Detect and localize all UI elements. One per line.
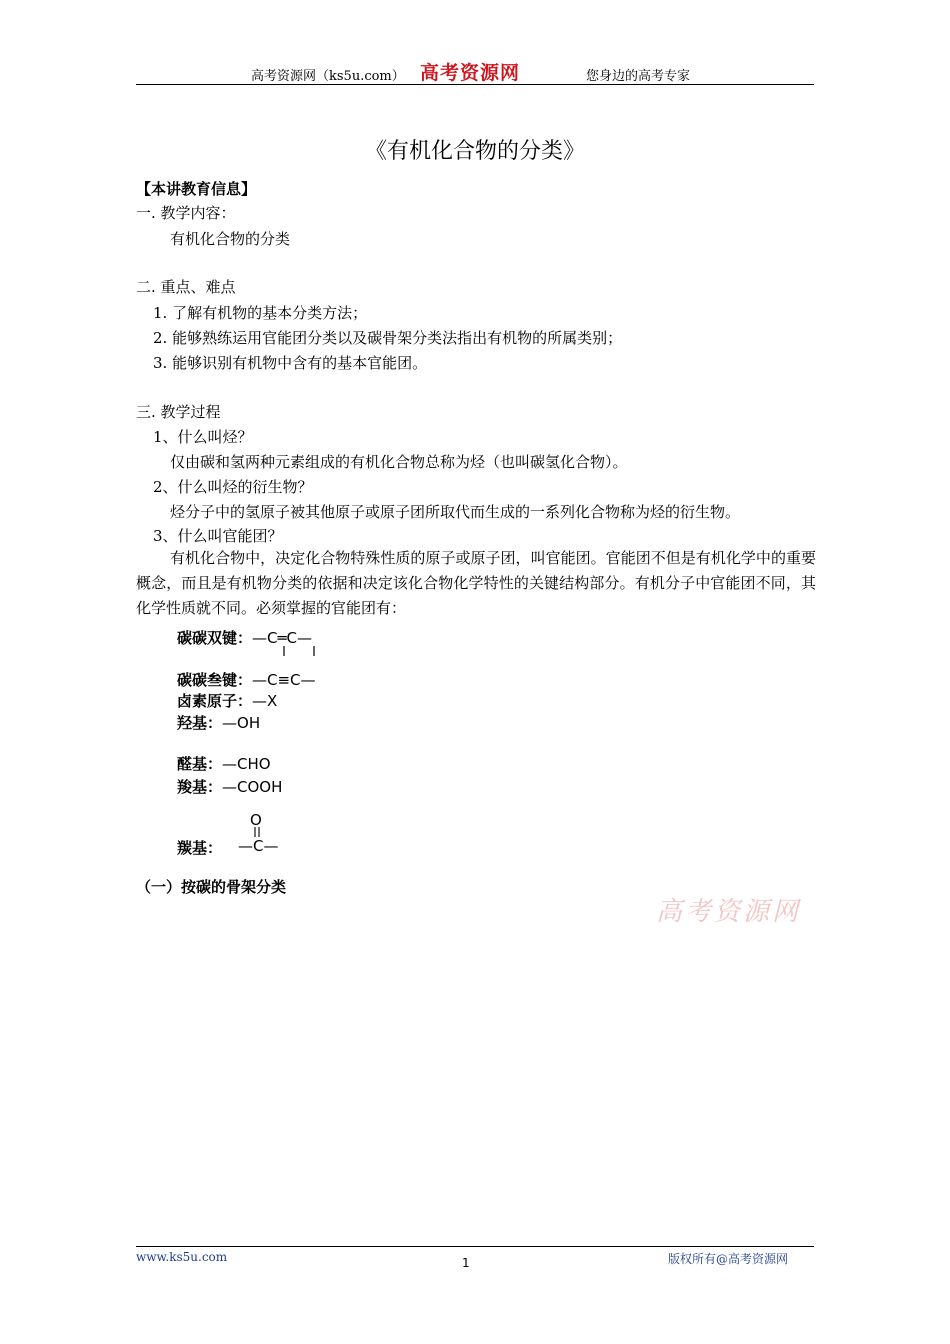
group-formula: —C═C— xyxy=(252,629,312,647)
group-carbonyl-formula: —C— xyxy=(238,837,279,855)
group-formula: —COOH xyxy=(222,778,283,796)
answer-2: 烃分子中的氢原子被其他原子或原子团所取代而生成的一系列化合物称为烃的衍生物。 xyxy=(170,503,741,521)
watermark: 高考资源网 xyxy=(656,897,802,927)
question-1: 1、什么叫烃？ xyxy=(153,428,253,446)
carbonyl-oxygen: O xyxy=(250,811,262,829)
header-rule xyxy=(136,84,814,85)
question-2: 2、什么叫烃的衍生物？ xyxy=(153,478,313,496)
question-3: 3、什么叫官能团？ xyxy=(153,527,283,545)
double-bond-substituent-lines xyxy=(280,646,320,658)
footer-website-link[interactable]: www.ks5u.com xyxy=(136,1250,228,1264)
group-carbonyl-label: 羰基： xyxy=(177,839,223,857)
group-label: 碳碳叁键： xyxy=(177,671,253,689)
sub-heading: （一）按碳的骨架分类 xyxy=(136,878,287,896)
group-label: 羟基： xyxy=(177,714,223,732)
header-site-name: 高考资源网（ks5u.com） xyxy=(251,69,405,84)
page-title: 《有机化合物的分类》 xyxy=(364,139,585,164)
page-number: 1 xyxy=(462,1256,470,1270)
group-formula: —X xyxy=(252,692,278,710)
section-2-item: 3. 能够识别有机物中含有的基本官能团。 xyxy=(153,354,428,372)
group-label: 碳碳双键： xyxy=(177,629,253,647)
group-formula: —CHO xyxy=(222,755,271,773)
group-aldehyde xyxy=(177,753,271,774)
answer-1: 仅由碳和氢两种元素组成的有机化合物总称为烃（也叫碳氢化合物）。 xyxy=(170,453,628,471)
section-2-heading: 二. 重点、难点 xyxy=(136,278,236,296)
section-3-heading: 三. 教学过程 xyxy=(136,403,221,421)
group-label: 醛基： xyxy=(177,755,223,773)
group-formula: —C≡C— xyxy=(252,671,316,689)
footer-rule xyxy=(136,1246,814,1247)
footer-copyright: 版权所有@高考资源网 xyxy=(668,1252,789,1266)
group-label: 卤素原子： xyxy=(177,692,253,710)
info-heading: 【本讲教育信息】 xyxy=(136,180,257,198)
group-double-bond xyxy=(177,627,312,648)
group-label: 羧基： xyxy=(177,778,223,796)
section-2-item: 2. 能够熟练运用官能团分类以及碳骨架分类法指出有机物的所属类别； xyxy=(153,329,623,347)
section-1-content: 有机化合物的分类 xyxy=(170,230,291,248)
section-2-item: 1. 了解有机物的基本分类方法； xyxy=(153,304,368,322)
answer-3: 有机化合物中，决定化合物特殊性质的原子或原子团，叫官能团。官能团不但是有机化学中的重要概念，而且是有机物分类的依据和决定该化合物化学特性的关键结构部分。有机分子中官能团不同，其化学性质就不同。必须掌握的官能团有： xyxy=(136,549,816,617)
header-logo: 高考资源网 xyxy=(420,62,521,84)
section-1-heading: 一. 教学内容： xyxy=(136,204,236,222)
group-halogen xyxy=(177,690,277,711)
group-carboxyl xyxy=(177,776,282,797)
header-slogan: 您身边的高考专家 xyxy=(586,69,691,84)
group-hydroxyl xyxy=(177,712,260,733)
group-formula: —OH xyxy=(222,714,261,732)
group-triple-bond xyxy=(177,669,316,690)
